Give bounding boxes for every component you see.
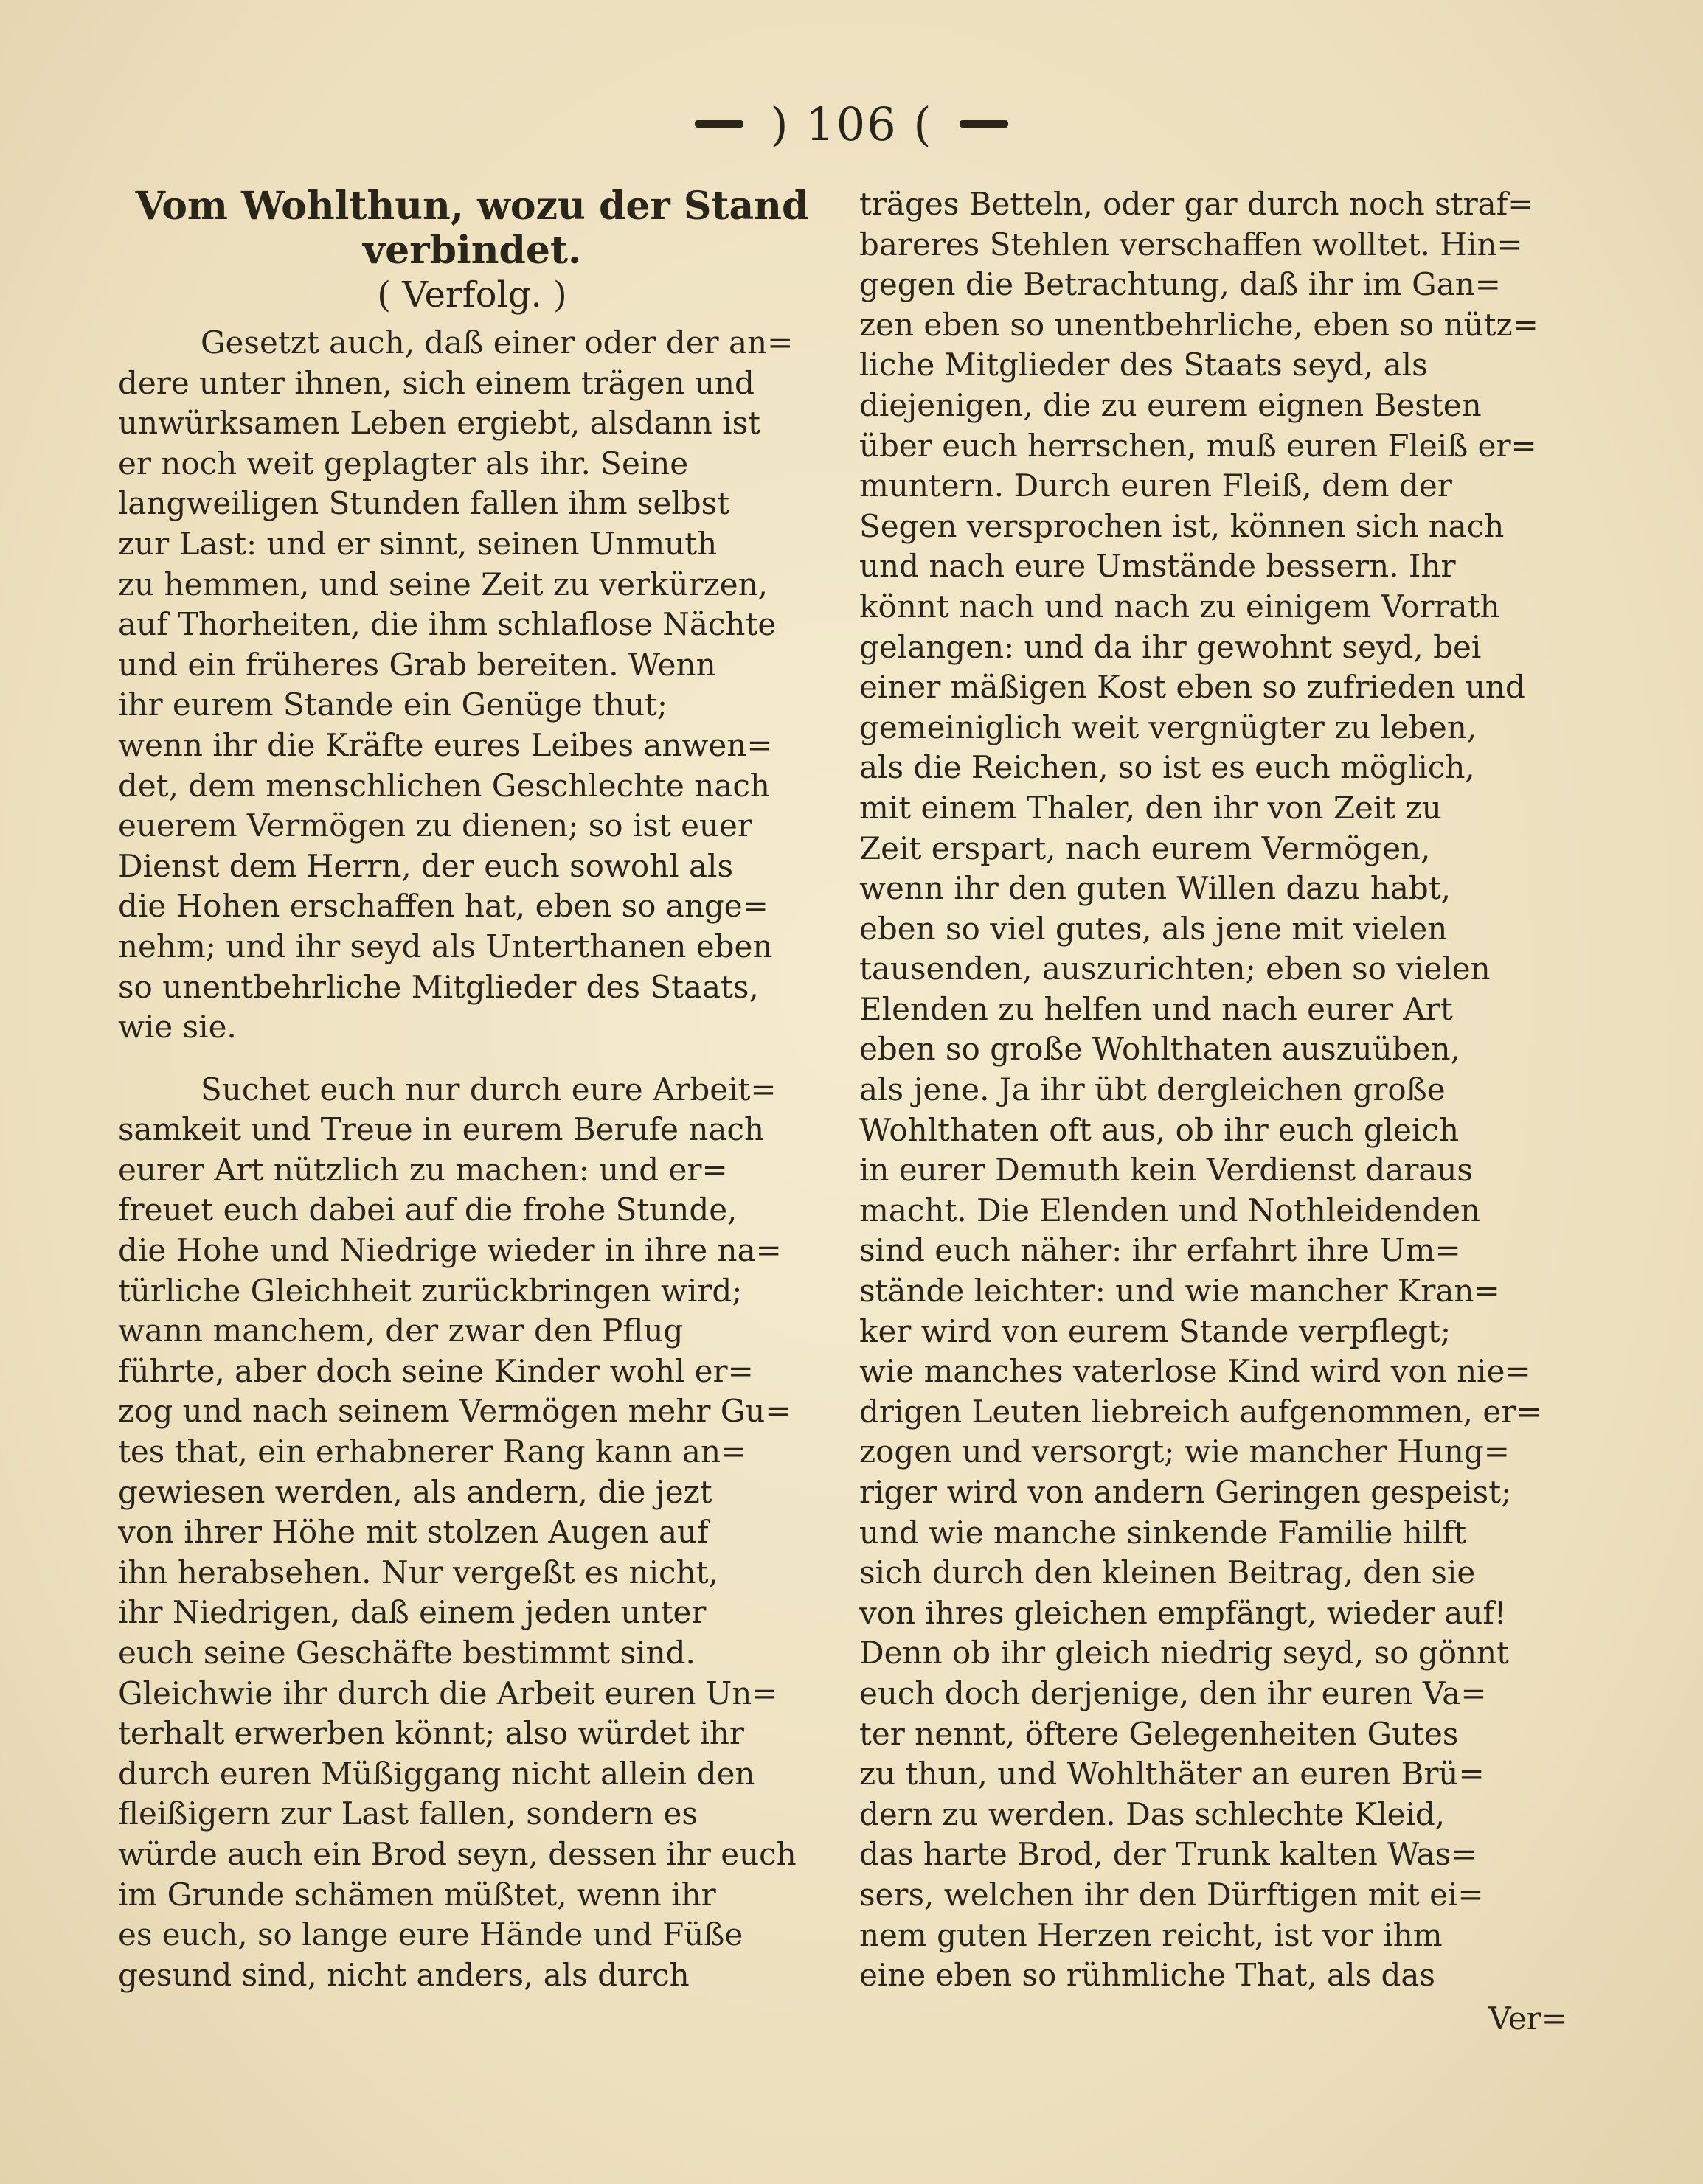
text-line: eurer Art nützlich zu machen: und er= <box>118 1151 728 1188</box>
paragraph <box>859 184 1567 1996</box>
text-line: eine eben so rühmliche That, als das <box>859 1957 1435 1994</box>
text-line: wenn ihr den guten Willen dazu habt, <box>859 870 1451 907</box>
text-line: wann manchem, der zwar den Pflug <box>118 1312 684 1349</box>
text-line: langweiligen Stunden fallen ihm selbst <box>118 485 730 522</box>
text-line: Gesetzt auch, daß einer oder der an= <box>201 324 794 361</box>
text-line: und wie manche sinkende Familie hilft <box>859 1514 1467 1551</box>
right-rule <box>960 120 1008 128</box>
text-line: Segen versprochen ist, können sich nach <box>859 507 1505 544</box>
text-line: euerem Vermögen zu dienen; so ist euer <box>118 807 752 844</box>
text-line: tes that, ein erhabnerer Rang kann an= <box>118 1433 747 1470</box>
text-line: nem guten Herzen reicht, ist vor ihm <box>859 1916 1443 1953</box>
text-line: gewiesen werden, als andern, die jezt <box>118 1473 712 1510</box>
text-line: Gleichwie ihr durch die Arbeit euren Un= <box>118 1674 778 1711</box>
text-line: riger wird von andern Geringen gespeist; <box>859 1474 1512 1510</box>
text-line: sind euch näher: ihr erfahrt ihre Um= <box>859 1232 1461 1269</box>
text-line: zen eben so unentbehrliche, eben so nütz= <box>859 306 1539 343</box>
text-line: freuet euch dabei auf die frohe Stunde, <box>118 1192 738 1228</box>
text-line: zogen und versorgt; wie mancher Hung= <box>859 1433 1510 1470</box>
text-line: Wohlthaten oft aus, ob ihr euch gleich <box>859 1111 1460 1148</box>
text-line: eben so viel gutes, als jene mit vielen <box>859 910 1448 947</box>
text-line: nehm; und ihr seyd als Unterthanen eben <box>118 928 773 964</box>
text-line: Denn ob ihr gleich niedrig seyd, so gönnt <box>859 1635 1509 1672</box>
article-title-line: Vom Wohlthun, wozu der Stand <box>135 184 809 229</box>
text-line: eben so große Wohlthaten auszuüben, <box>859 1031 1460 1068</box>
text-line: türliche Gleichheit zurückbringen wird; <box>118 1272 743 1309</box>
text-line: Elenden zu helfen und nach eurer Art <box>859 990 1453 1027</box>
text-line: tausenden, auszurichten; eben so vielen <box>859 950 1491 987</box>
text-line: Suchet euch nur durch eure Arbeit= <box>201 1071 777 1107</box>
text-line: träges Betteln, oder gar durch noch straf= <box>859 186 1534 222</box>
text-line: führte, aber doch seine Kinder wohl er= <box>118 1352 754 1389</box>
text-line: von ihrer Höhe mit stolzen Augen auf <box>118 1514 709 1551</box>
text-line: durch euren Müßiggang nicht allein den <box>118 1755 755 1792</box>
article-title <box>118 184 826 273</box>
text-line: wie manches vaterlose Kind wird von nie= <box>859 1353 1531 1390</box>
text-line: drigen Leuten liebreich aufgenommen, er= <box>859 1393 1542 1430</box>
text-line: stände leichter: und wie mancher Kran= <box>859 1273 1500 1310</box>
catchword: Ver= <box>1488 2000 1567 2037</box>
text-line: ihr Niedrigen, daß einem jeden unter <box>118 1594 707 1631</box>
text-line: und ein früheres Grab bereiten. Wenn <box>118 646 716 683</box>
text-line: so unentbehrliche Mitglieder des Staats, <box>118 968 759 1005</box>
text-line: diejenigen, die zu eurem eignen Besten <box>859 386 1482 423</box>
text-line: würde auch ein Brod seyn, dessen ihr euch <box>118 1835 797 1872</box>
text-line: unwürksamen Leben ergiebt, alsdann ist <box>118 405 761 442</box>
text-line: sers, welchen ihr den Dürftigen mit ei= <box>859 1876 1484 1913</box>
page-header <box>0 94 1703 153</box>
article-subtitle: ( Verfolg. ) <box>377 274 567 316</box>
text-line: das harte Brod, der Trunk kalten Was= <box>859 1836 1477 1873</box>
text-line: Dienst dem Herrn, der euch sowohl als <box>118 847 734 884</box>
text-line: zog und nach seinem Vermögen mehr Gu= <box>118 1393 791 1430</box>
article-title-line: verbindet. <box>362 228 582 273</box>
text-line: die Hohen erschaffen hat, eben so ange= <box>118 888 769 925</box>
text-line: gesund sind, nicht anders, als durch <box>118 1956 690 1993</box>
paragraph <box>118 323 826 1048</box>
text-line: samkeit und Treue in eurem Berufe nach <box>118 1111 765 1148</box>
text-line: ihn herabsehen. Nur vergeßt es nicht, <box>118 1554 718 1590</box>
text-line: einer mäßigen Kost eben so zufrieden und <box>859 669 1525 706</box>
text-line: fleißigern zur Last fallen, sondern es <box>118 1795 698 1832</box>
text-line: und nach eure Umstände bessern. Ihr <box>859 548 1456 585</box>
text-line: als die Reichen, so ist es euch möglich, <box>859 749 1475 786</box>
text-line: wie sie. <box>118 1009 237 1046</box>
text-line: terhalt erwerben könnt; also würdet ihr <box>118 1715 745 1752</box>
text-line: die Hohe und Niedrige wieder in ihre na= <box>118 1232 782 1269</box>
paragraph <box>118 1070 826 1996</box>
text-line: mit einem Thaler, den ihr von Zeit zu <box>859 789 1442 826</box>
text-line: auf Thorheiten, die ihm schlaflose Nächte <box>118 606 777 643</box>
text-line: gegen die Betrachtung, daß ihr im Gan= <box>859 266 1501 303</box>
text-line: dere unter ihnen, sich einem trägen und <box>118 364 755 401</box>
text-line: er noch weit geplagter als ihr. Seine <box>118 445 689 481</box>
text-line: als jene. Ja ihr übt dergleichen große <box>859 1071 1446 1108</box>
text-line: es euch, so lange eure Hände und Füße <box>118 1916 743 1953</box>
text-line: zu hemmen, und seine Zeit zu verkürzen, <box>118 566 768 602</box>
text-line: ter nennt, öftere Gelegenheiten Gutes <box>859 1715 1459 1752</box>
text-line: dern zu werden. Das schlechte Kleid, <box>859 1795 1446 1832</box>
text-line: in eurer Demuth kein Verdienst daraus <box>859 1152 1473 1189</box>
text-line: gemeiniglich weit vergnügter zu leben, <box>859 709 1477 745</box>
text-line: muntern. Durch euren Fleiß, dem der <box>859 467 1452 504</box>
text-line: zur Last: und er sinnt, seinen Unmuth <box>118 525 718 562</box>
text-line: bareres Stehlen verschaffen wolltet. Hin= <box>859 226 1523 262</box>
text-line: euch doch derjenige, den ihr euren Va= <box>859 1674 1487 1711</box>
text-line: über euch herrschen, muß euren Fleiß er= <box>859 427 1537 464</box>
text-line: ihr eurem Stande ein Genüge thut; <box>118 686 668 723</box>
text-line: macht. Die Elenden und Nothleidenden <box>859 1192 1481 1228</box>
text-line: Zeit erspart, nach eurem Vermögen, <box>859 830 1431 866</box>
page-number: ) 106 ( <box>770 97 933 151</box>
text-line: ker wird von eurem Stande verpflegt; <box>859 1312 1451 1349</box>
right-column <box>859 184 1567 2039</box>
text-line: euch seine Geschäfte bestimmt sind. <box>118 1635 696 1671</box>
left-rule <box>695 120 743 128</box>
text-line: det, dem menschlichen Geschlechte nach <box>118 767 770 804</box>
left-column <box>118 184 826 1995</box>
text-line: könnt nach und nach zu einigem Vorrath <box>859 588 1500 625</box>
text-line: zu thun, und Wohlthäter an euren Brü= <box>859 1756 1485 1792</box>
text-line: wenn ihr die Kräfte eures Leibes anwen= <box>118 726 773 763</box>
text-line: im Grunde schämen müßtet, wenn ihr <box>118 1876 716 1913</box>
text-line: von ihres gleichen empfängt, wieder auf! <box>859 1594 1507 1631</box>
text-line: liche Mitglieder des Staats seyd, als <box>859 347 1428 383</box>
text-line: sich durch den kleinen Beitrag, den sie <box>859 1554 1476 1591</box>
text-line: gelangen: und da ihr gewohnt seyd, bei <box>859 628 1482 665</box>
